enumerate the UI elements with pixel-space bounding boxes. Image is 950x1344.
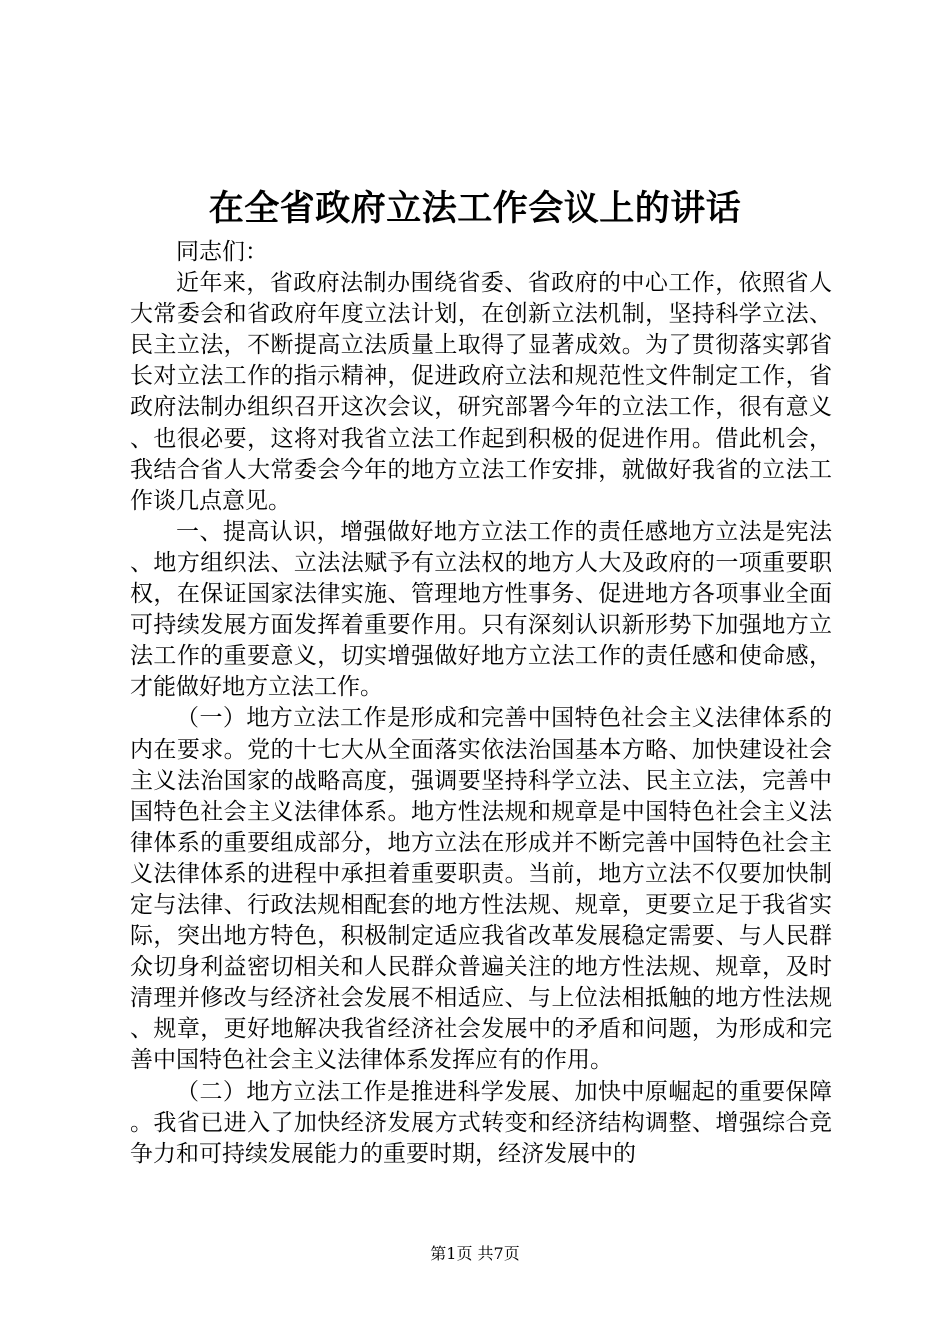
document-body: [130, 237, 832, 1170]
document-title: 在全省政府立法工作会议上的讲话: [208, 188, 742, 229]
page-number-footer: 第1页 共7页: [430, 1244, 520, 1263]
paragraph: （二）地方立法工作是推进科学发展、加快中原崛起的重要保障。我省已进入了加快经济发展方式转变和经济结构调整、增强综合竞争力和可持续发展能力的重要时期，经济发展中的: [130, 1078, 832, 1167]
paragraph: （一）地方立法工作是形成和完善中国特色社会主义法律体系的内在要求。党的十七大从全面落实依法治国基本方略、加快建设社会主义法治国家的战略高度，强调要坚持科学立法、民主立法，完善中国特色社会主义法律体系。地方性法规和规章是中国特色社会主义法律体系的重要组成部分，地方立法在形成并不断完善中国特色社会主义法律体系的进程中承担着重要职责。当前，地方立法不仅要加快制定与法律、行政法规相配套的地方性法规、规章，更要立足于我省实际，突出地方特色，积极制定适应我省改革发展稳定需要、与人民群众切身利益密切相关和人民群众普遍关注的地方性法规、规章，及时清理并修改与经济社会发展不相适应、与上位法相抵触的地方性法规、规章，更好地解决我省经济社会发展中的矛盾和问题，为形成和完善中国特色社会主义法律体系发挥应有的作用。: [130, 705, 832, 1074]
paragraph: 一、提高认识，增强做好地方立法工作的责任感地方立法是宪法、地方组织法、立法法赋予有立法权的地方人大及政府的一项重要职权，在保证国家法律实施、管理地方性事务、促进地方各项事业全面可持续发展方面发挥着重要作用。只有深刻认识新形势下加强地方立法工作的重要意义，切实增强做好地方立法工作的责任感和使命感，才能做好地方立法工作。: [130, 518, 832, 701]
paragraph-salutation: 同志们：: [176, 239, 268, 265]
paragraph: 近年来，省政府法制办围绕省委、省政府的中心工作，依照省人大常委会和省政府年度立法计划，在创新立法机制，坚持科学立法、民主立法，不断提高立法质量上取得了显著成效。为了贯彻落实郭省长对立法工作的指示精神，促进政府立法和规范性文件制定工作，省政府法制办组织召开这次会议，研究部署今年的立法工作，很有意义、也很必要，这将对我省立法工作起到积极的促进作用。借此机会，我结合省人大常委会今年的地方立法工作安排，就做好我省的立法工作谈几点意见。: [130, 270, 832, 514]
